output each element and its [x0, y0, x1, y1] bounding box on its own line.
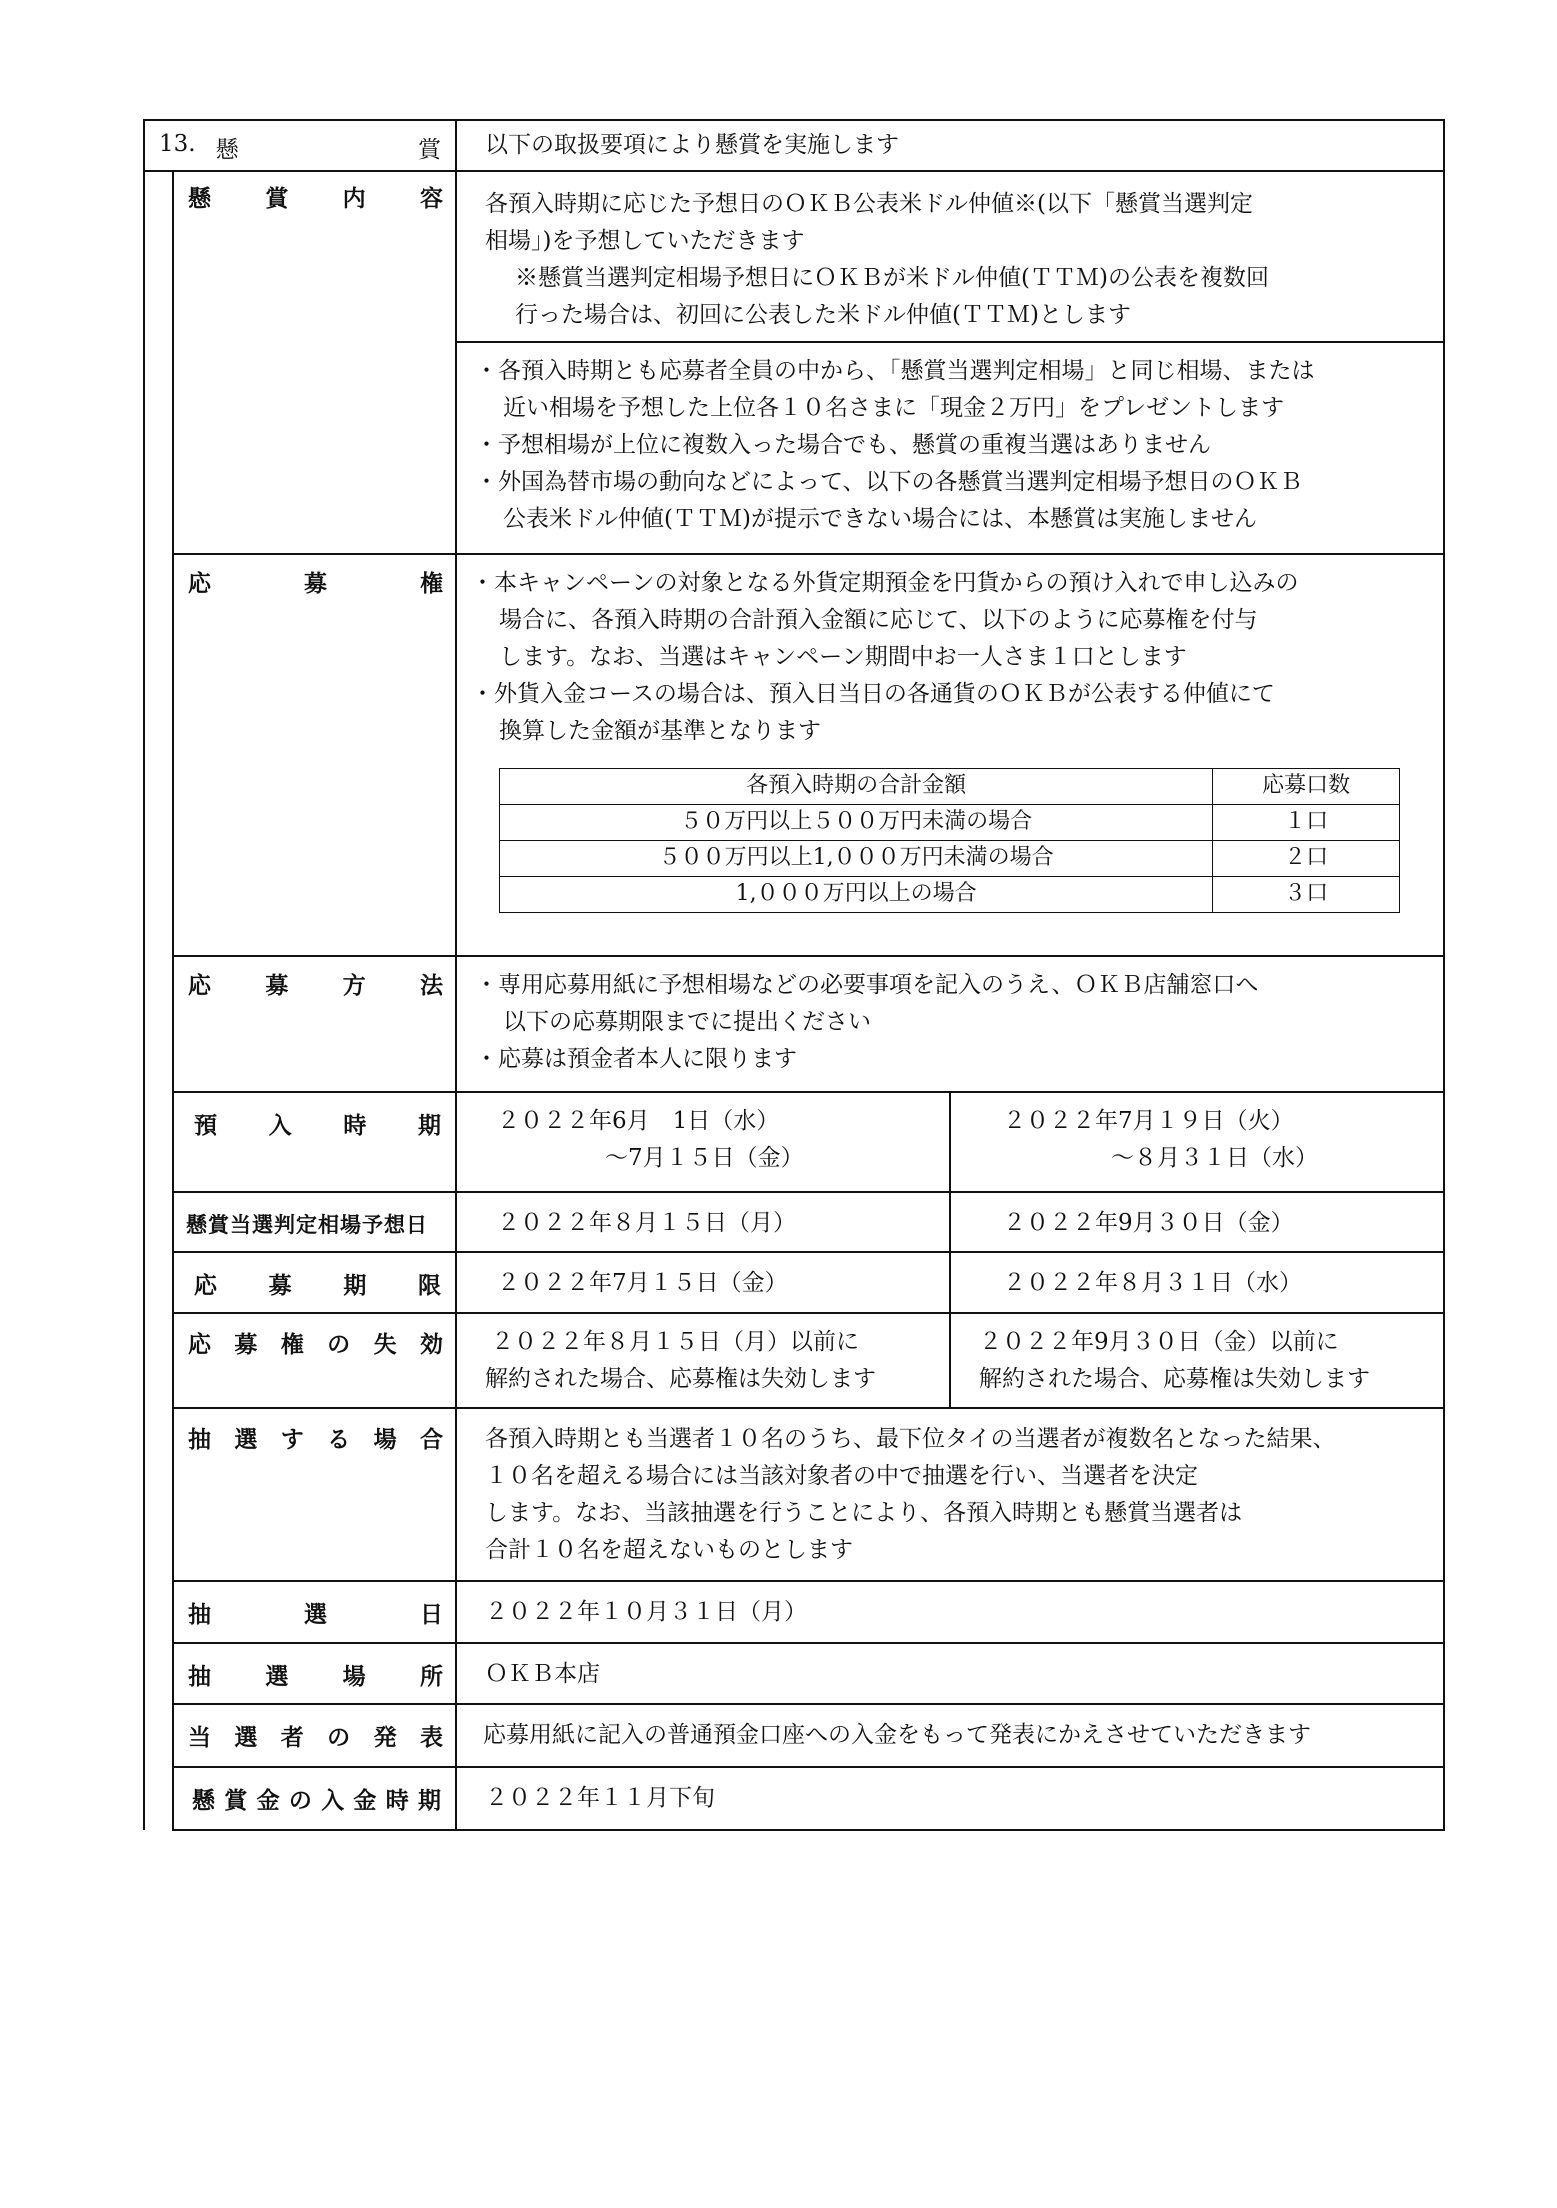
entries-header-amount: 各預入時期の合計金額	[500, 768, 1213, 804]
section-title-char: 賞	[418, 137, 442, 163]
content-label: 懸 賞 内 容	[188, 186, 443, 213]
forfeit-label: 応 募 権 の 失 効	[188, 1331, 443, 1358]
deadline-label-cell	[173, 1252, 456, 1313]
entries-amount: ５００万円以上1,０００万円未満の場合	[500, 840, 1213, 876]
rights-label: 応 募 権	[188, 570, 443, 597]
forfeit-label-cell	[173, 1313, 456, 1409]
forfeit-p1-cell	[456, 1313, 950, 1409]
forecast-p2: ２０２２年9月３０日（金）	[1003, 1210, 1294, 1237]
section-intro: 以下の取扱要項により懸賞を実施します	[485, 132, 900, 158]
lottery-case-text-cell	[456, 1408, 1444, 1581]
forfeit-p2-line: ２０２２年9月３０日（金）以前に	[979, 1328, 1339, 1355]
method-text-cell	[456, 956, 1444, 1092]
rules-bullet: ・各預入時期とも応募者全員の中から、「懸賞当選判定相場」と同じ相場、または	[475, 358, 1315, 385]
content-line: 各預入時期に応じた予想日のＯＫＢ公表米ドル仲値※(以下「懸賞当選判定	[485, 191, 1253, 218]
period1-start: ２０２２年6月 1日（水）	[497, 1107, 780, 1134]
payment-cell	[456, 1767, 1444, 1830]
rights-label-cell	[173, 554, 456, 956]
content-note: 行った場合は、初回に公表した米ドル仲値(ＴＴＭ)とします	[515, 302, 1131, 329]
lottery-case-line: します。なお、当該抽選を行うことにより、各預入時期とも懸賞当選者は	[485, 1500, 1243, 1527]
lottery-date-cell	[456, 1581, 1444, 1642]
payment-label: 懸 賞 金 の 入 金 時 期	[192, 1787, 441, 1814]
forfeit-p1-line: 解約された場合、応募権は失効します	[485, 1365, 877, 1392]
announcement-value: 応募用紙に記入の普通預金口座への入金をもって発表にかえさせていただきます	[483, 1722, 1312, 1749]
rights-text-cell	[456, 554, 1444, 956]
rules-bullet-cont: 近い相場を予想した上位各１０名さまに「現金２万円」をプレゼントします	[503, 395, 1285, 422]
entries-amount: 1,０００万円以上の場合	[500, 876, 1213, 912]
table-row	[500, 876, 1400, 912]
method-label: 応 募 方 法	[188, 972, 443, 999]
lottery-place-label-cell	[173, 1643, 456, 1704]
method-bullet: ・専用応募用紙に予想相場などの必要事項を記入のうえ、ＯＫＢ店舗窓口へ	[475, 971, 1259, 998]
method-label-cell	[173, 956, 456, 1092]
forecast-p1: ２０２２年８月１５日（月）	[497, 1210, 797, 1237]
lottery-case-line: 各預入時期とも当選者１０名のうち、最下位タイの当選者が複数名となった結果、	[485, 1426, 1336, 1453]
content-label-cell	[173, 171, 456, 553]
left-gutter	[144, 171, 173, 1830]
lottery-case-line: 合計１０名を超えないものとします	[485, 1537, 854, 1564]
payment-value: ２０２２年１１月下旬	[485, 1784, 716, 1811]
section-title-char: 懸	[215, 137, 239, 163]
table-row	[500, 840, 1400, 876]
forfeit-p2-line: 解約された場合、応募権は失効します	[979, 1365, 1371, 1392]
rules-bullet: ・予想相場が上位に複数入った場合でも、懸賞の重複当選はありません	[475, 432, 1212, 459]
period2-start: ２０２２年7月１９日（火）	[1003, 1107, 1294, 1134]
period-label-cell	[173, 1092, 456, 1193]
section-heading-cell	[144, 120, 456, 171]
rights-bullet: ・外貨入金コースの場合は、預入日当日の各通貨のＯＫＢが公表する仲値にて	[471, 680, 1275, 707]
payment-label-cell	[173, 1767, 456, 1830]
entries-units: ２口	[1213, 840, 1400, 876]
rights-bullet: ・本キャンペーンの対象となる外貨定期預金を円貨からの預け入れで申し込みの	[471, 569, 1299, 596]
entries-units: ３口	[1213, 876, 1400, 912]
rules-bullet: ・外国為替市場の動向などによって、以下の各懸賞当選判定相場予想日のＯＫＢ	[475, 469, 1303, 496]
forecast-label-cell	[173, 1192, 456, 1251]
period-label: 預 入 時 期	[194, 1112, 442, 1139]
lottery-date-value: ２０２２年１０月３１日（月）	[485, 1599, 808, 1626]
lottery-case-label: 抽 選 す る 場 合	[188, 1427, 443, 1454]
entries-amount: ５０万円以上５００万円未満の場合	[500, 804, 1213, 840]
rules-text-cell	[456, 342, 1444, 553]
section-number: 13.	[159, 131, 196, 157]
lottery-date-label-cell	[173, 1581, 456, 1642]
deadline-p2-cell	[950, 1252, 1444, 1313]
method-bullet: ・応募は預金者本人に限ります	[475, 1045, 798, 1072]
lottery-place-cell	[456, 1643, 1444, 1704]
entries-table	[499, 768, 1400, 913]
entries-units: １口	[1213, 804, 1400, 840]
deadline-p1: ２０２２年7月１５日（金）	[497, 1269, 788, 1296]
prize-terms-table	[143, 119, 1445, 1831]
lottery-place-value: ＯＫＢ本店	[485, 1660, 601, 1687]
rights-bullet-cont: します。なお、当選はキャンペーン期間中お一人さま１口とします	[499, 643, 1187, 670]
content-line: 相場」)を予想していただきます	[485, 228, 805, 255]
method-bullet-cont: 以下の応募期限までに提出ください	[503, 1008, 872, 1035]
lottery-place-label: 抽 選 場 所	[188, 1663, 443, 1690]
period1-end: ～7月１５日（金）	[605, 1144, 804, 1171]
table-row	[500, 804, 1400, 840]
lottery-case-label-cell	[173, 1408, 456, 1581]
forfeit-p2-cell	[950, 1313, 1444, 1409]
announcement-label: 当 選 者 の 発 表	[188, 1725, 443, 1752]
period2-cell	[950, 1092, 1444, 1193]
rules-bullet-cont: 公表米ドル仲値(ＴＴＭ)が提示できない場合には、本懸賞は実施しません	[503, 506, 1257, 533]
content-text-cell	[456, 171, 1444, 342]
forfeit-p1-line: ２０２２年８月１５日（月）以前に	[491, 1328, 860, 1355]
forecast-label: 懸賞当選判定相場予想日	[186, 1213, 428, 1238]
section-heading	[145, 121, 455, 164]
rights-bullet-cont: 場合に、各預入時期の合計預入金額に応じて、以下のように応募権を付与	[499, 606, 1258, 633]
deadline-label: 応 募 期 限	[194, 1272, 442, 1299]
lottery-case-line: １０名を超える場合には当該対象者の中で抽選を行い、当選者を決定	[485, 1463, 1199, 1490]
forecast-p2-cell	[950, 1192, 1444, 1251]
deadline-p2: ２０２２年８月３１日（水）	[1003, 1269, 1303, 1296]
lottery-date-label: 抽 選 日	[188, 1602, 443, 1629]
forecast-p1-cell	[456, 1192, 950, 1251]
announcement-cell	[456, 1704, 1444, 1766]
rights-bullet-cont: 換算した金額が基準となります	[499, 717, 822, 744]
announcement-label-cell	[173, 1704, 456, 1766]
section-intro-cell	[456, 120, 1444, 171]
entries-header-units: 応募口数	[1213, 768, 1400, 804]
period1-cell	[456, 1092, 950, 1193]
period2-end: ～８月３１日（水）	[1111, 1144, 1319, 1171]
content-note: ※懸賞当選判定相場予想日にＯＫＢが米ドル仲値(ＴＴＭ)の公表を複数回	[515, 265, 1269, 292]
deadline-p1-cell	[456, 1252, 950, 1313]
